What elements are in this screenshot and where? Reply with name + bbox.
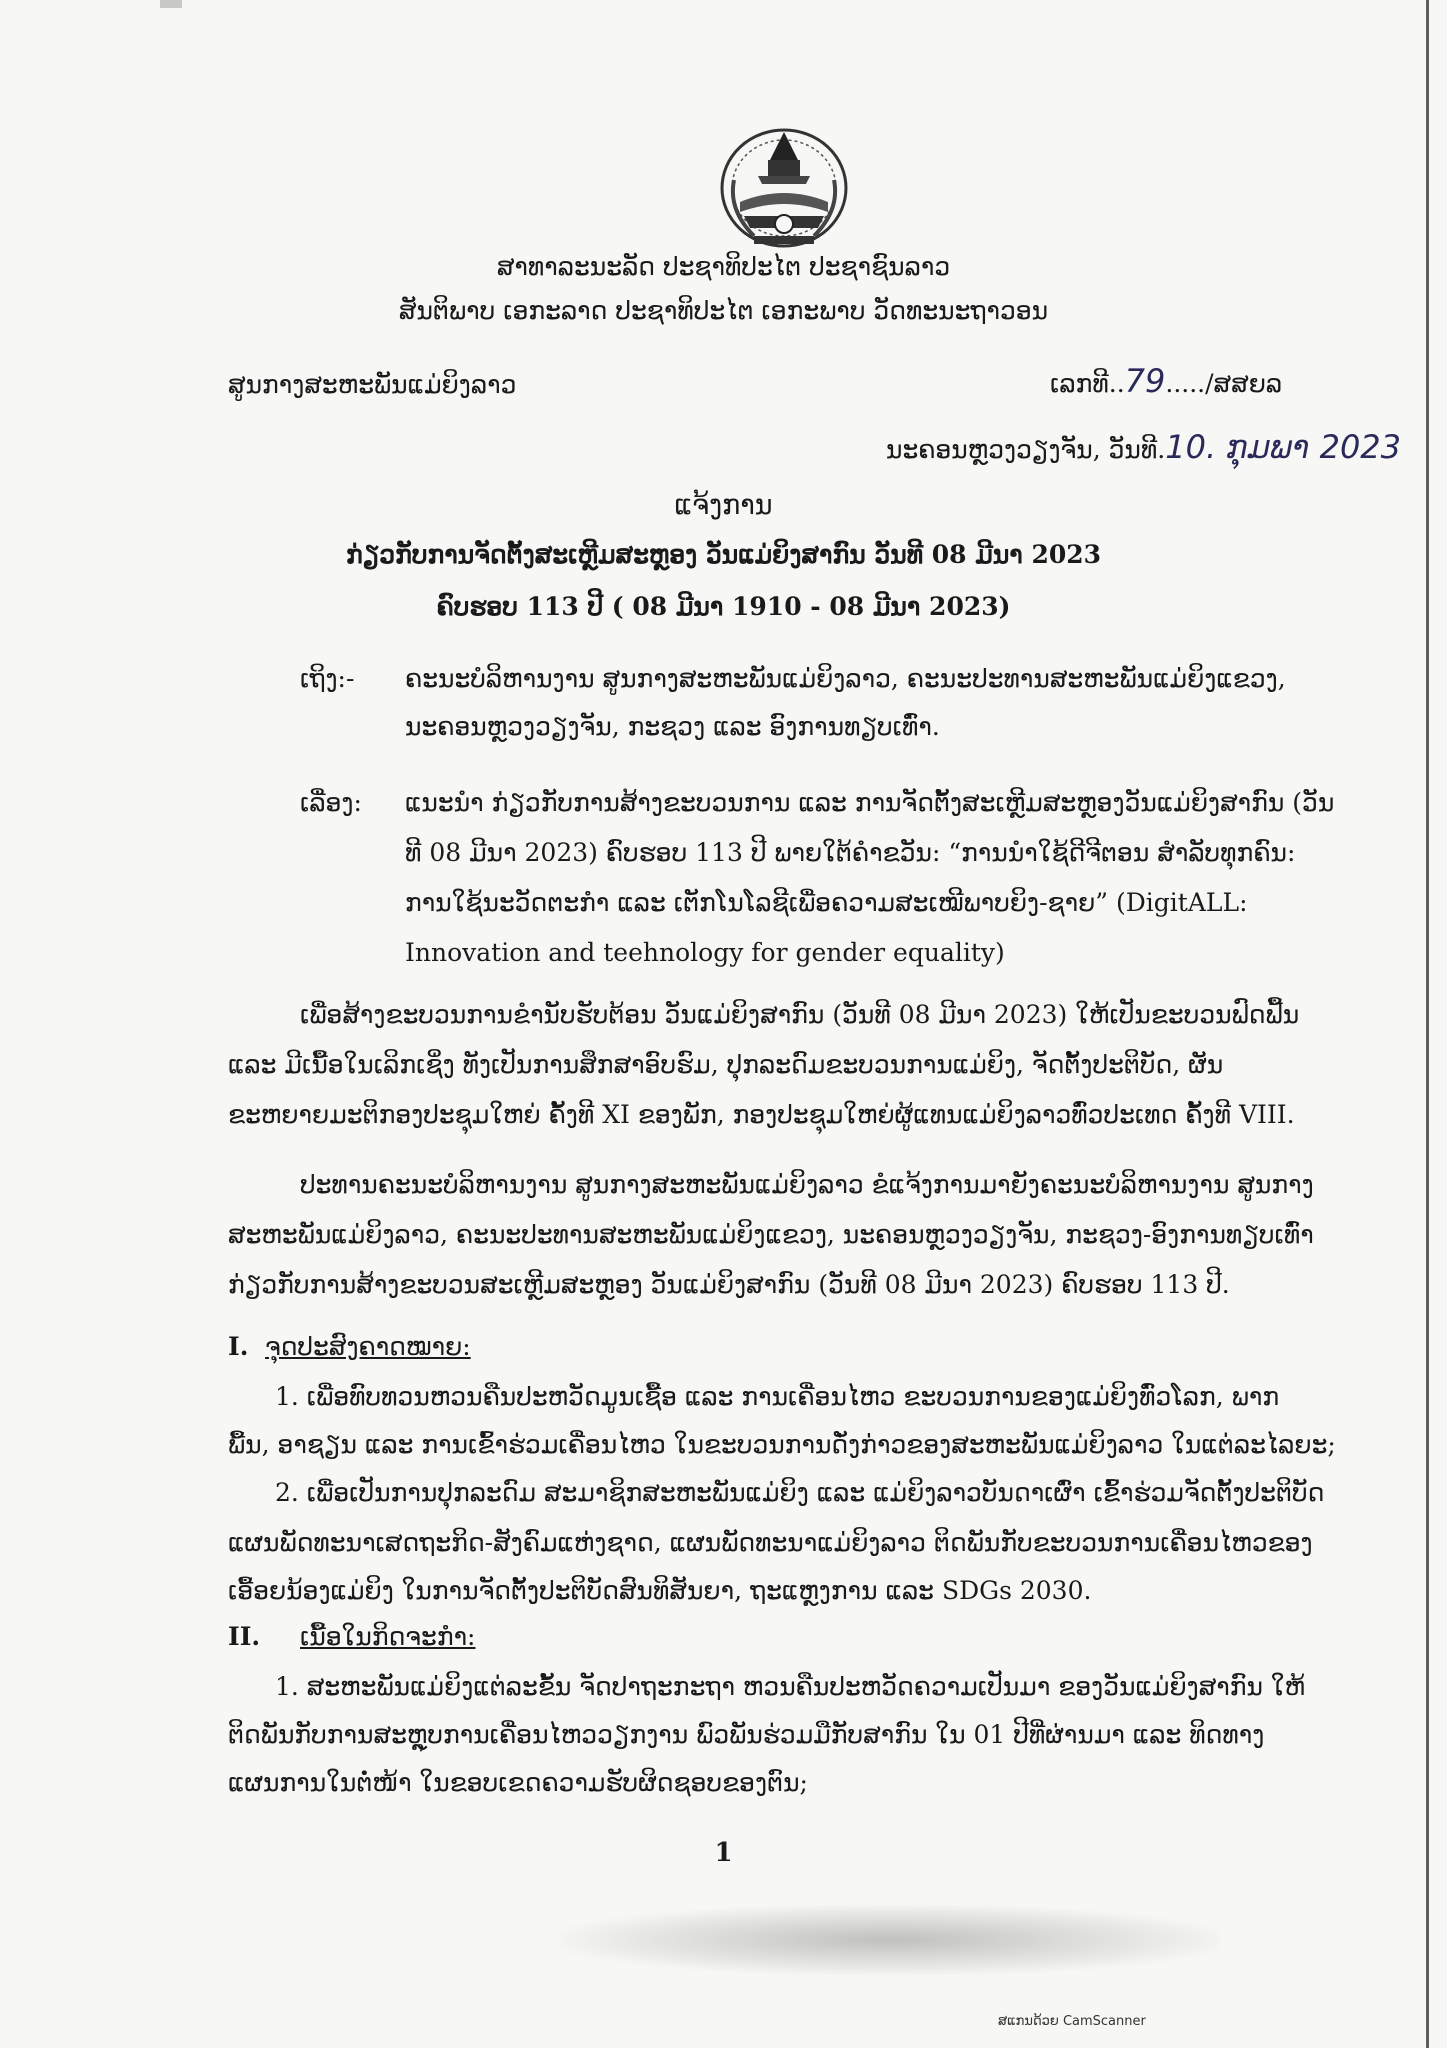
date-value: 10. ກຸມພາ 2023 [1165,428,1402,466]
scanner-footer: ສແກນດ້ວຍ CamScanner [998,2014,1146,2029]
para1-line-3: ຂະຫຍາຍມະຕິກອງປະຊຸມໃຫຍ່ ຄັ້ງທີ XI ຂອງພັກ, ກອງປະຊຸມໃຫຍ່ຜູ້ແທນແມ່ຍິງລາວທົ່ວປະເທດ ຄັ້ງທີ VIII. [228,1100,1295,1129]
section2-item1-line-3: ແຜນການໃນຕໍ່ໜ້າ ໃນຂອບເຂດຄວາມຮັບຜິດຊອບຂອງຕົນ; [228,1768,808,1797]
organization-name: ສູນກາງສະຫະພັນແມ່ຍິງລາວ [228,370,517,399]
document-title: ແຈ້ງການ [674,490,773,521]
subject-line-4: Innovation and teehnology for gender equality) [405,938,1005,967]
section1-item1-line-2: ພື້ນ, ອາຊຽນ ແລະ ການເຂົ້າຮ່ວມເຄື່ອນໄຫວ ໃນຂະບວນການດັ່ງກ່າວຂອງສະຫະພັນແມ່ຍິງລາວ ໃນແຕ່ລະໄລຍະ; [228,1430,1336,1459]
to-line-2: ນະຄອນຫຼວງວຽງຈັນ, ກະຊວງ ແລະ ອົງການທຽບເທົ່າ. [405,712,940,741]
section2-item1-line-1: 1. ສະຫະພັນແມ່ຍິງແຕ່ລະຂັ້ນ ຈັດປາຖະກະຖາ ຫວນຄືນປະຫວັດຄວາມເປັນມາ ຂອງວັນແມ່ຍິງສາກົນ ໃຫ້ [275,1672,1306,1701]
subject-line-1: ແນະນຳ ກ່ຽວກັບການສ້າງຂະບວນການ ແລະ ການຈັດຕັ້ງສະເຫຼີມສະຫຼອງວັນແມ່ຍິງສາກົນ (ວັນ [405,788,1335,817]
para1-line-1: ເພື່ອສ້າງຂະບວນການຂໍານັບຮັບຕ້ອນ ວັນແມ່ຍິງສາກົນ (ວັນທີ 08 ມີນາ 2023) ໃຫ້ເປັນຂະບວນຟົດຟື້ນ [300,1000,1300,1029]
place-date [886,428,1401,466]
section2-item1-line-2: ຕິດພັນກັບການສະຫຼຸບການເຄື່ອນໄຫວວຽກງານ ພົວພັນຮ່ວມມືກັບສາກົນ ໃນ 01 ປີທີ່ຜ່ານມາ ແລະ ທິດທາງ [228,1720,1265,1749]
scan-mark [160,0,182,8]
subject-label: ເລື່ອງ: [300,788,362,817]
para2-line-3: ກ່ຽວກັບການສ້າງຂະບວນສະເຫຼີມສະຫຼອງ ວັນແມ່ຍິງສາກົນ (ວັນທີ 08 ມີນາ 2023) ຄົບຮອບ 113 ປີ. [228,1270,1230,1299]
section1-item2-line-3: ເອື້ອຍນ້ອງແມ່ຍິງ ໃນການຈັດຕັ້ງປະຕິບັດສົນທິສັນຍາ, ຖະແຫຼງການ ແລະ SDGs 2030. [228,1576,1092,1605]
to-line-1: ຄະນະບໍລິຫານງານ ສູນກາງສະຫະພັນແມ່ຍິງລາວ, ຄະນະປະທານສະຫະພັນແມ່ຍິງແຂວງ, [405,664,1286,693]
page-number: 1 [714,1838,733,1868]
date-label: ນະຄອນຫຼວງວຽງຈັນ, ວັນທີ. [886,435,1166,464]
to-label: ເຖິງ:- [300,664,355,693]
section1-item2-line-1: 2. ເພື່ອເປັນການປຸກລະດົມ ສະມາຊິກສະຫະພັນແມ່ຍິງ ແລະ ແມ່ຍິງລາວບັນດາເຜົ່າ ເຂົ້າຮ່ວມຈັດຕັ້ງປະຕິບັດ [275,1478,1325,1507]
section2-heading: ເນື້ອໃນກິດຈະກຳ: [300,1622,476,1651]
number-label: ເລກທີ.. [1050,369,1125,398]
para2-line-2: ສະຫະພັນແມ່ຍິງລາວ, ຄະນະປະທານສະຫະພັນແມ່ຍິງແຂວງ, ນະຄອນຫຼວງວຽງຈັນ, ກະຊວງ-ອົງການທຽບເທົ່າ [228,1220,1314,1249]
section1-item1-line-1: 1. ເພື່ອທົບທວນຫວນຄືນປະຫວັດມູນເຊື້ອ ແລະ ການເຄື່ອນໄຫວ ຂະບວນການຂອງແມ່ຍິງທົ່ວໂລກ, ພາກ [275,1382,1280,1411]
section1-item2-line-2: ແຜນພັດທະນາເສດຖະກິດ-ສັງຄົມແຫ່ງຊາດ, ແຜນພັດທະນາແມ່ຍິງລາວ ຕິດພັນກັບຂະບວນການເຄື່ອນໄຫວຂອງ [228,1528,1313,1557]
para2-line-1: ປະທານຄະນະບໍລິຫານງານ ສູນກາງສະຫະພັນແມ່ຍິງລາວ ຂໍແຈ້ງການມາຍັງຄະນະບໍລິຫານງານ ສູນກາງ [300,1170,1314,1199]
para1-line-2: ແລະ ມີເນື້ອໃນເລິກເຊິ່ງ ທັງເປັນການສຶກສາອົບຮົມ, ປຸກລະດົມຂະບວນການແມ່ຍິງ, ຈັດຕັ້ງປະຕິບັດ, ຜັນ [228,1050,1224,1079]
number-suffix: ...../ສສຍລ [1165,369,1283,398]
scan-smudge [560,1905,1220,1975]
national-emblem [714,120,854,250]
national-motto: ສັນຕິພາບ ເອກະລາດ ປະຊາທິປະໄຕ ເອກະພາບ ວັດທະນະຖາວອນ [398,296,1049,325]
section1-heading: ຈຸດປະສົງຄາດໝາຍ: [265,1332,471,1361]
section2-number: II. [228,1622,261,1651]
subject-line-2: ທີ 08 ມີນາ 2023) ຄົບຮອບ 113 ປີ ພາຍໃຕ້ຄຳຂວັນ: “ການນຳໃຊ້ດີຈີຕອນ ສຳລັບທຸກຄົນ: [405,838,1296,867]
document-number [1050,362,1282,400]
number-value: 79 [1124,362,1166,400]
section1-number: I. [228,1332,249,1361]
title-line-2: ຄົບຮອບ 113 ປີ ( 08 ມີນາ 1910 - 08 ມີນາ 2023) [436,592,1011,621]
subject-line-3: ການໃຊ້ນະວັດຕະກຳ ແລະ ເຕັກໂນໂລຊີເພື່ອຄວາມສະເໝີພາບຍິງ-ຊາຍ” (DigitALL: [405,888,1248,917]
country-name: ສາທາລະນະລັດ ປະຊາທິປະໄຕ ປະຊາຊົນລາວ [496,252,951,281]
title-line-1: ກ່ຽວກັບການຈັດຕັ້ງສະເຫຼີມສະຫຼອງ ວັນແມ່ຍິງສາກົນ ວັນທີ 08 ມີນາ 2023 [345,540,1102,569]
